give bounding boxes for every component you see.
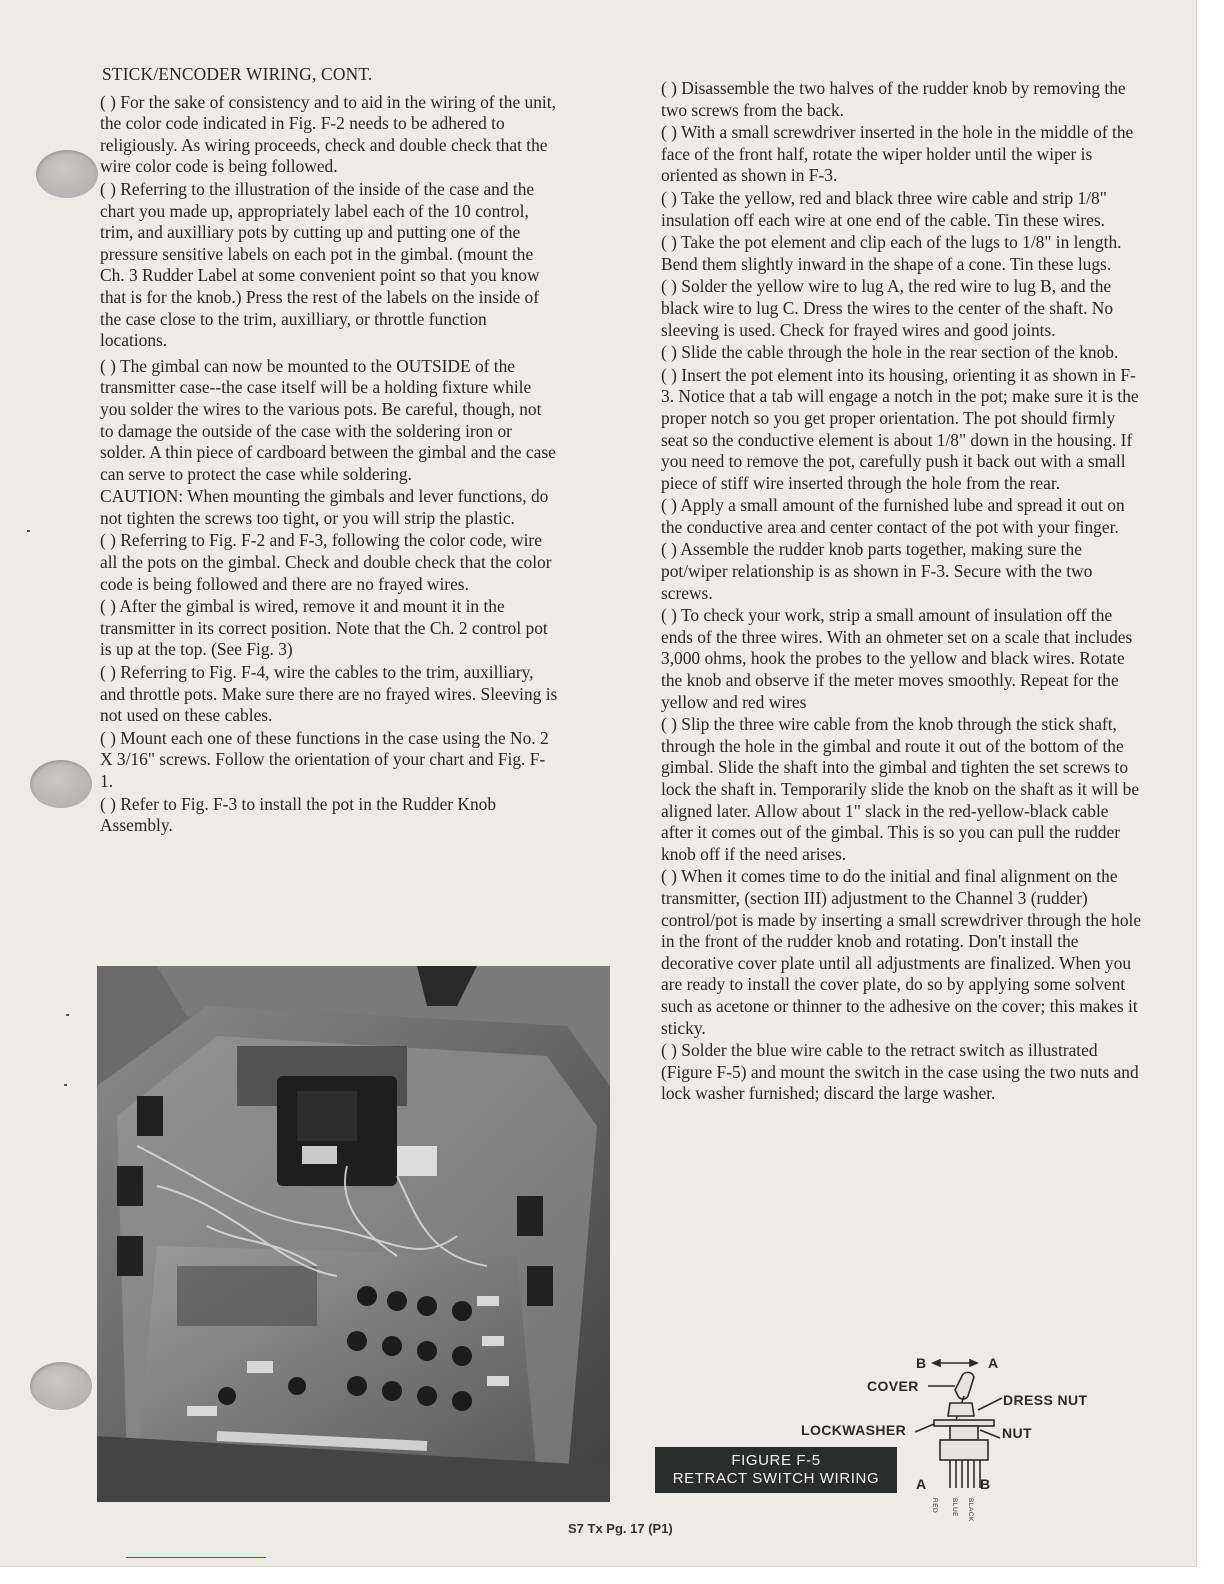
instruction-step: ( ) Refer to Fig. F-3 to install the pot in the Rudder Knob Assembly.	[100, 793, 497, 836]
scan-edge-line	[126, 1557, 266, 1558]
photo-rendering	[97, 966, 610, 1502]
retract-switch-figure	[650, 1355, 1140, 1528]
caution-note: CAUTION: When mounting the gimbals and lever functions, do not tighten the screws too tight, or you will strip the plastic.	[100, 486, 549, 528]
instruction-step: ( ) Take the pot element and clip each of the lugs to 1/8" in length. Bend them slightly inward in the shape of a cone. Tin these lugs.	[661, 232, 1122, 274]
instruction-step: ( ) Referring to Fig. F-4, wire the cables to the trim, auxilliary, and throttle pots. Make sure there are no frayed wires. Sleeving is not used on these cables.	[100, 662, 558, 726]
wire-label-black: BLACK	[967, 1498, 974, 1522]
right-text-column	[661, 78, 1143, 1106]
callout-b-top: B	[916, 1355, 927, 1371]
figure-title: RETRACT SWITCH WIRING	[672, 1470, 880, 1487]
binder-hole	[30, 1362, 92, 1410]
instruction-step: ( ) Solder the yellow wire to lug A, the red wire to lug B, and the black wire to lug C. Dress the wires to the center of the shaft. No sleeving is used. Check for frayed wires and good joints.	[661, 276, 1114, 340]
figure-number: FIGURE F-5	[731, 1452, 821, 1469]
left-text-column	[100, 64, 558, 838]
instruction-step: ( ) Mount each one of these functions in the case using the No. 2 X 3/16" screws. Follow the orientation of your chart and Fig. F-1.	[100, 727, 549, 791]
page-speck	[27, 530, 30, 532]
callout-nut: NUT	[1002, 1425, 1032, 1441]
instruction-step: ( ) Referring to Fig. F-2 and F-3, following the color code, wire all the pots on the gimbal. Check and double check that the color code is being followed and there are no frayed wires.	[100, 530, 552, 594]
instruction-step: ( ) To check your work, strip a small amount of insulation off the ends of the three wires. With an ohmeter set on a scale that includes 3,000 ohms, hook the probes to the yellow and black wires. Rotate the knob and observe if the meter moves smoothly. Repeat for the yellow and red wires	[661, 605, 1133, 712]
instruction-step: ( ) Take the yellow, red and black three wire cable and strip 1/8" insulation off each wire at one end of the cable. Tin these wires.	[661, 187, 1107, 230]
instruction-step: ( ) The gimbal can now be mounted to the OUTSIDE of the transmitter case--the case itself will be a holding fixture while you solder the wires to the various pots. Be careful, though, not to damage the outside of the case with the soldering iron or solder. A thin piece of cardboard between the gimbal and the case can serve to protect the case while soldering.	[100, 355, 556, 484]
wire-label-red: RED	[931, 1498, 938, 1514]
instruction-step: ( ) Assemble the rudder knob parts together, making sure the pot/wiper relationship is as shown in F-3. Secure with the two screws.	[661, 539, 1093, 603]
page-speck	[64, 1084, 67, 1086]
transmitter-interior-photo	[97, 966, 610, 1502]
wire-label-blue: BLUE	[951, 1498, 958, 1517]
figure-caption	[655, 1447, 897, 1493]
instruction-step: ( ) Slide the cable through the hole in the rear section of the knob.	[661, 342, 1119, 363]
callout-a-top: A	[988, 1355, 999, 1371]
binder-hole	[30, 760, 92, 808]
instruction-step: ( ) Solder the blue wire cable to the retract switch as illustrated (Figure F-5) and mount the switch in the case using the two nuts and lock washer furnished; discard the large washer.	[661, 1040, 1139, 1104]
section-heading: STICK/ENCODER WIRING, CONT.	[102, 64, 373, 84]
instruction-step: ( ) When it comes time to do the initial and final alignment on the transmitter, (section III) adjustment to the Channel 3 (rudder) control/pot is made by inserting a small screwdriver through the hole in the front of the rudder knob and rotating. Don't install the decorative cover plate until all adjustments are finalized. When you are ready to install the cover plate, do so by applying some solvent such as acetone or thinner to the adhesive on the cover; this makes it sticky.	[661, 866, 1142, 1038]
page-speck	[66, 1014, 69, 1016]
instruction-step: ( ) With a small screwdriver inserted in the hole in the middle of the face of the front half, rotate the wiper holder until the wiper is oriented as shown in F-3.	[661, 122, 1134, 186]
callout-dress-nut: DRESS NUT	[1003, 1392, 1088, 1408]
instruction-step: ( ) For the sake of consistency and to aid in the wiring of the unit, the color code indicated in Fig. F-2 needs to be adhered to religiously. As wiring proceeds, check and double check that the wire color code is being followed.	[100, 91, 556, 177]
callout-lockwasher: LOCKWASHER	[801, 1422, 907, 1438]
instruction-step: ( ) Apply a small amount of the furnished lube and spread it out on the conductive area and center contact of the pot with your finger.	[661, 495, 1125, 537]
instruction-step: ( ) Slip the three wire cable from the knob through the stick shaft, through the hole in the gimbal and route it out of the bottom of the gimbal. Slide the shaft into the gimbal and tighten the set screws to lock the shaft in. Temporarily slide the knob on the shaft as it will be aligned later. Allow about 1" slack in the red-yellow-black cable after it comes out of the gimbal. This is so you can pull the rudder knob off if the need arises.	[661, 714, 1140, 864]
page-footer: S7 Tx Pg. 17 (P1)	[568, 1521, 673, 1536]
callout-a-bottom: A	[916, 1476, 927, 1492]
instruction-step: ( ) Insert the pot element into its housing, orienting it as shown in F-3. Notice that a tab will engage a notch in the pot; make sure it is the proper notch so you get proper orientation. The pot should firmly seat so the conductive element is about 1/8" down in the housing. If you need to remove the pot, carefully push it back out with a small piece of stiff wire inserted through the hole from the rear.	[661, 364, 1139, 493]
callout-b-bottom: B	[980, 1476, 991, 1492]
callout-cover: COVER	[867, 1378, 919, 1394]
instruction-step: ( ) Disassemble the two halves of the rudder knob by removing the two screws from the back.	[661, 78, 1126, 120]
instruction-step: ( ) Referring to the illustration of the inside of the case and the chart you made up, appropriately label each of the 10 control, trim, and auxilliary pots by cutting up and putting one of the pressure sensitive labels on each pot in the gimbal. (mount the Ch. 3 Rudder Label at some convenient point so that you know that is for the knob.) Press the rest of the labels on the inside of the case close to the trim, auxilliary, or throttle function locations.	[100, 178, 540, 351]
instruction-step: ( ) After the gimbal is wired, remove it and mount it in the transmitter in its correct position. Note that the Ch. 2 control pot is up at the top. (See Fig. 3)	[100, 596, 548, 660]
binder-hole	[36, 150, 98, 198]
